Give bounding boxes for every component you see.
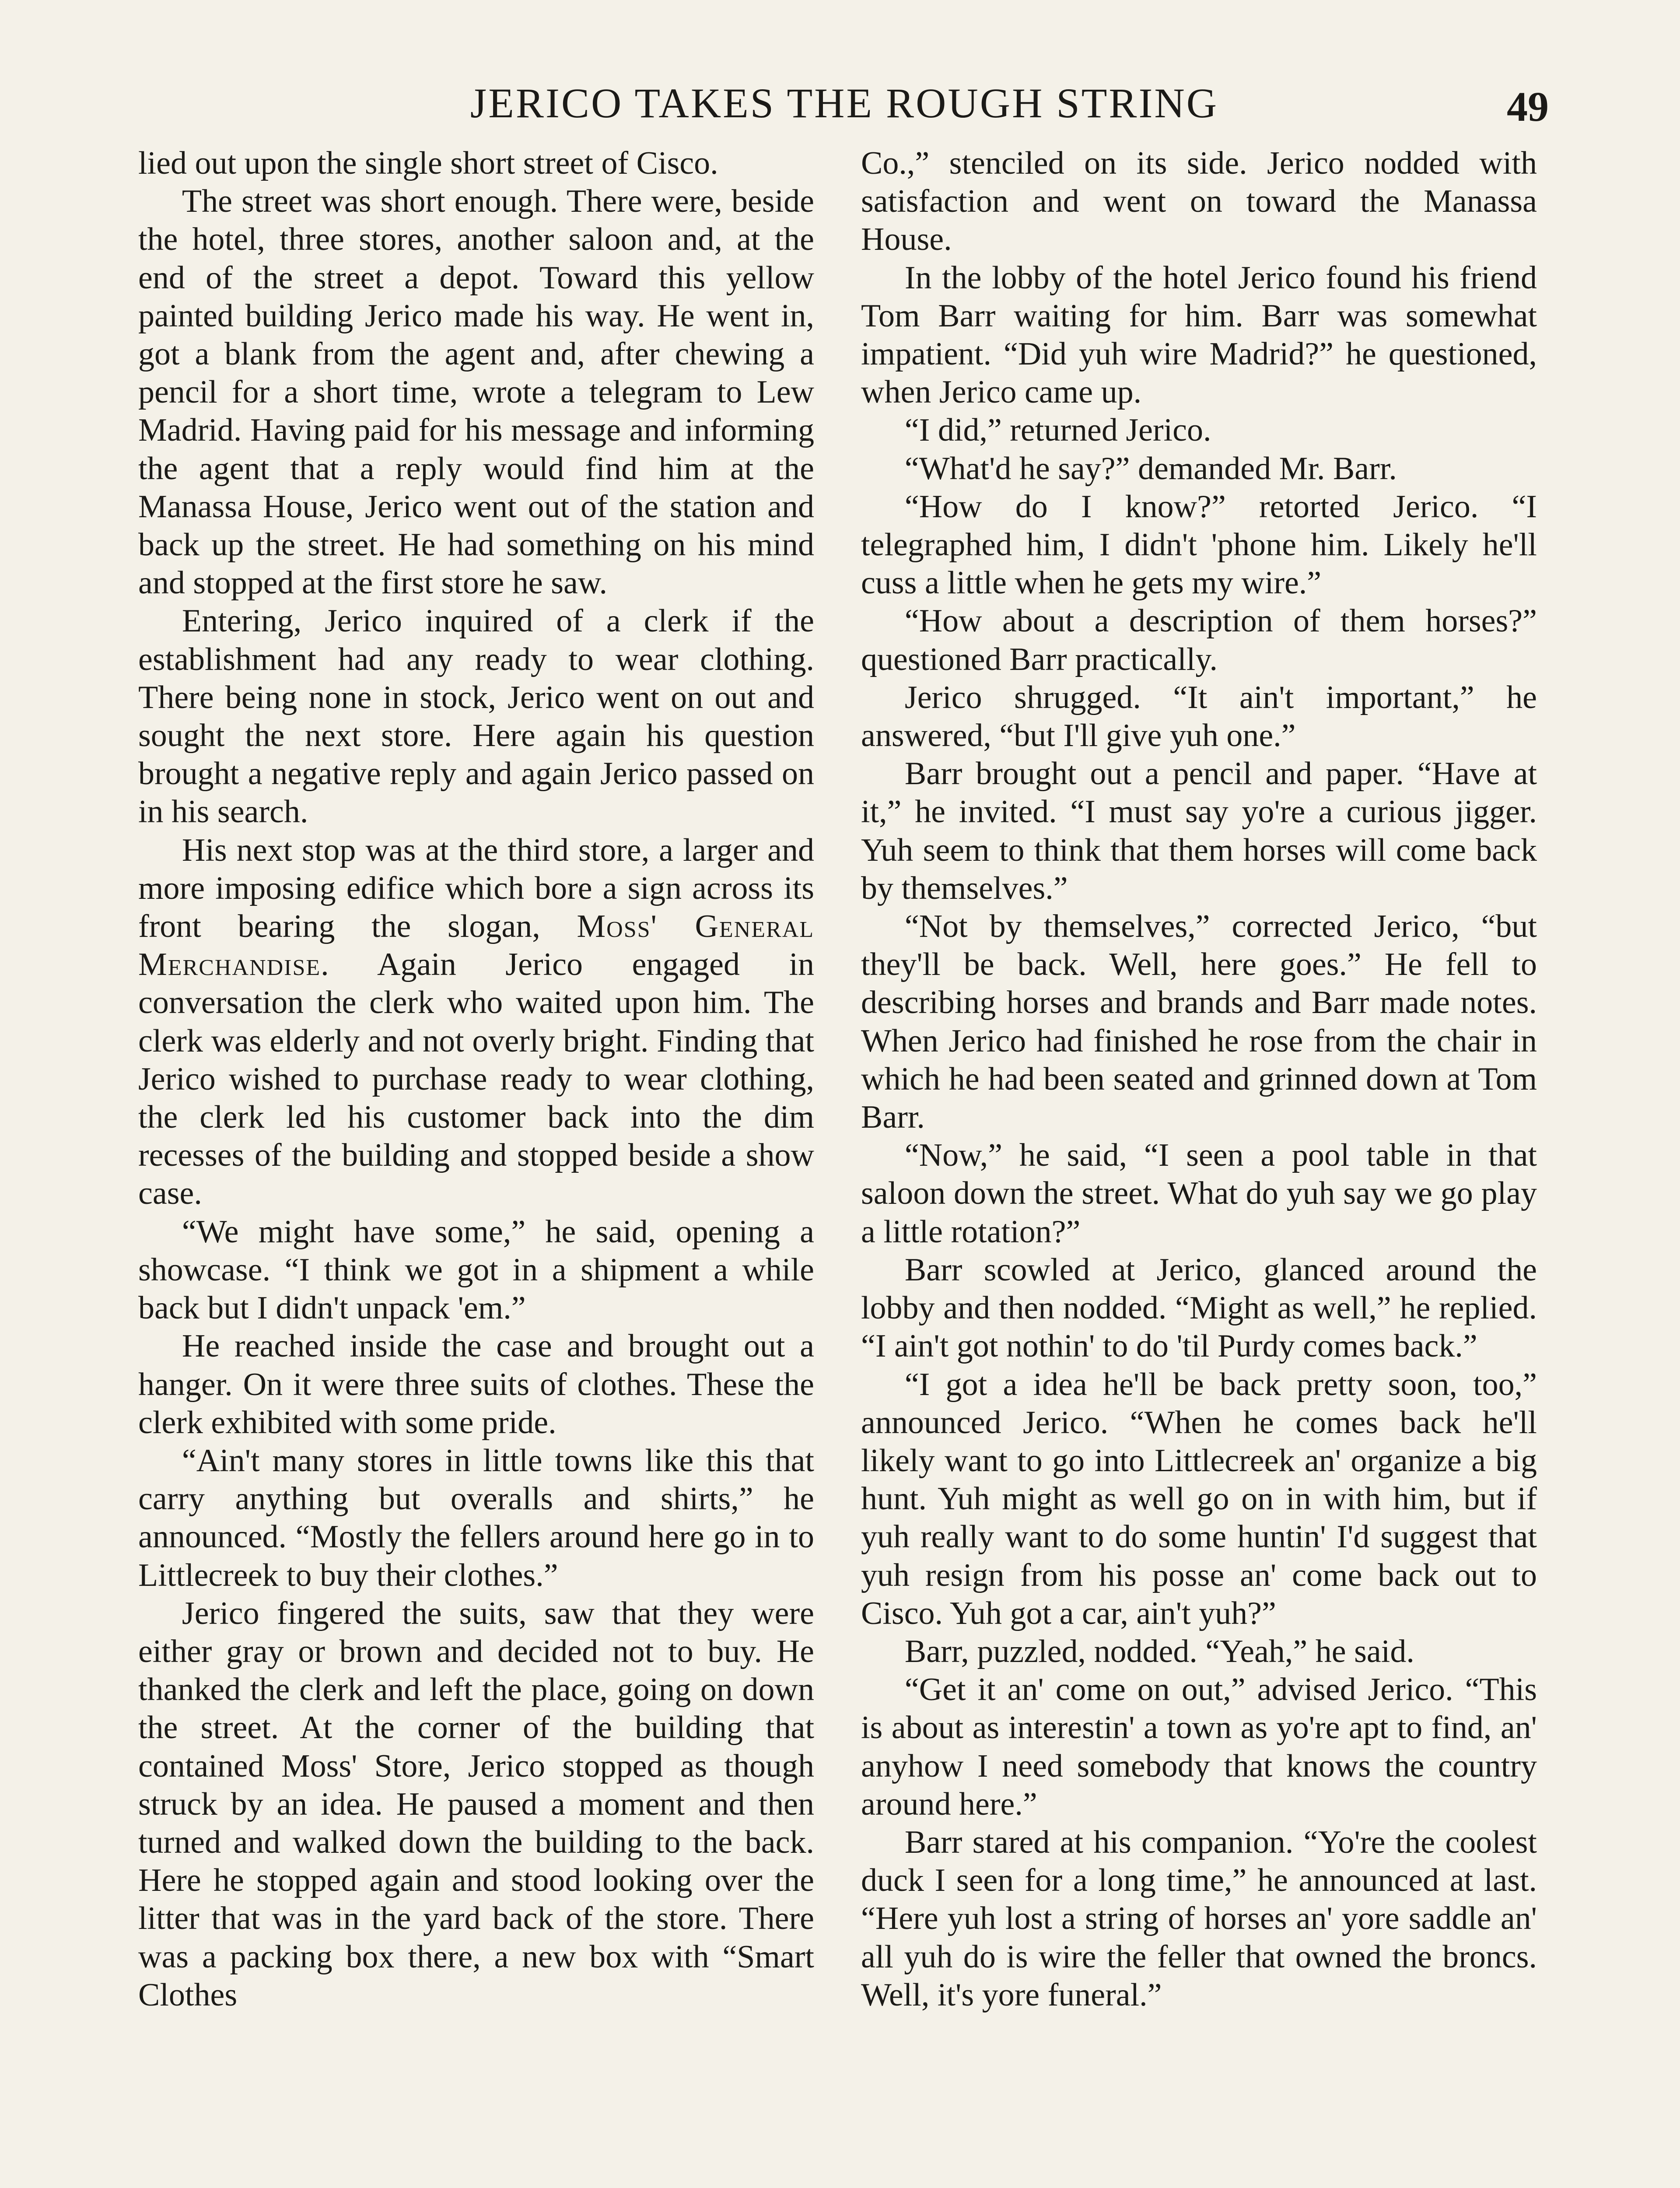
paragraph: “How about a description of them horses?” questioned Barr practically.	[861, 603, 1537, 677]
paragraph	[138, 831, 814, 1213]
paragraph: Barr brought out a pencil and paper. “Have at it,” he invited. “I must say yo're a curious jigger. Yuh seem to think that them horses will come back by themselves.”	[861, 756, 1537, 906]
paragraph: In the lobby of the hotel Jerico found his friend Tom Barr waiting for him. Barr was somewhat impatient. “Did yuh wire Madrid?” he questioned, when Jerico came up.	[861, 259, 1537, 410]
left-text-column	[138, 144, 814, 2014]
paragraph: Barr, puzzled, nodded. “Yeah,” he said.	[904, 1633, 1414, 1669]
paragraph: Barr stared at his companion. “Yo're the coolest duck I seen for a long time,” he announced at last. “Here yuh lost a string of horses an' yore saddle an' all yuh do is wire the feller that owned the broncs. Well, it's yore funeral.”	[861, 1824, 1537, 2013]
paragraph: Entering, Jerico inquired of a clerk if the establishment had any ready to wear clothing. There being none in stock, Jerico went on out and sought the next store. Here again his question brought a negative reply and again Jerico passed on in his search.	[138, 603, 814, 830]
paragraph: Jerico fingered the suits, saw that they were either gray or brown and decided not to buy. He thanked the clerk and left the place, going on down the street. At the corner of the building that contained Moss' Store, Jerico stopped as though struck by an idea. He paused a moment and then turned and walked down the building to the back. Here he stopped again and stood looking over the litter that was in the yard back of the store. There was a packing box there, a new box with “Smart Clothes	[138, 1595, 814, 2013]
page-number: 49	[1507, 83, 1549, 130]
paragraph: “Get it an' come on out,” advised Jerico. “This is about as interestin' a town as yo're apt to find, an' anyhow I need somebody that knows the country around here.”	[861, 1672, 1537, 1822]
paragraph: Barr scowled at Jerico, glanced around the lobby and then nodded. “Might as well,” he replied. “I ain't got nothin' to do 'til Purdy comes back.”	[861, 1252, 1537, 1364]
paragraph-text: Again Jerico engaged in conversation the clerk who waited upon him. The clerk was elderly and not overly bright. Finding that Jerico wished to purchase ready to wear clothing, the clerk led his customer back into the dim recesses of the building and stopped beside a show case.	[138, 947, 814, 1212]
paragraph: “I did,” returned Jerico.	[904, 412, 1211, 449]
paragraph-text: His next stop was at the third store, a larger and more imposing edifice which bore a sign across its front bearing the slogan,	[138, 832, 814, 945]
paragraph: “Not by themselves,” corrected Jerico, “but they'll be back. Well, here goes.” He fell to describing horses and brands and Barr made notes. When Jerico had finished he rose from the chair in which he had been seated and grinned down at Tom Barr.	[861, 908, 1537, 1136]
paragraph: “What'd he say?” demanded Mr. Barr.	[904, 450, 1397, 487]
paragraph: “Ain't many stores in little towns like this that carry anything but overalls and shirts,” he announced. “Mostly the fellers around here go in to Littlecreek to buy their clothes.”	[138, 1442, 814, 1593]
paragraph: Jerico shrugged. “It ain't important,” he answered, “but I'll give yuh one.”	[861, 679, 1537, 754]
running-head-title: JERICO TAKES THE ROUGH STRING	[470, 80, 1219, 126]
paragraph: “I got a idea he'll be back pretty soon, too,” announced Jerico. “When he comes back he'll likely want to go into Littlecreek an' organize a big hunt. Yuh might as well go on in with him, but if yuh really want to do some huntin' I'd suggest that yuh resign from his posse an' come back out to Cisco. Yuh got a car, ain't yuh?”	[861, 1366, 1537, 1631]
paragraph: He reached inside the case and brought out a hanger. On it were three suits of clothes. These the clerk exhibited with some pride.	[138, 1328, 814, 1441]
paragraph: Co.,” stenciled on its side. Jerico nodded with satisfaction and went on toward the Manassa House.	[861, 145, 1537, 258]
paragraph: lied out upon the single short street of Cisco.	[138, 145, 718, 181]
paragraph: “We might have some,” he said, opening a showcase. “I think we got in a shipment a while back but I didn't unpack 'em.”	[138, 1213, 814, 1326]
paragraph: “Now,” he said, “I seen a pool table in that saloon down the street. What do yuh say we go play a little rotation?”	[861, 1137, 1537, 1250]
store-sign-slogan: Moss' General Merchandise.	[138, 908, 815, 983]
right-text-column	[861, 144, 1537, 2014]
paragraph: “How do I know?” retorted Jerico. “I telegraphed him, I didn't 'phone him. Likely he'll cuss a little when he gets my wire.”	[861, 488, 1537, 601]
paragraph: The street was short enough. There were, beside the hotel, three stores, another saloon and, at the end of the street a depot. Toward this yellow painted building Jerico made his way. He went in, got a blank from the agent and, after chewing a pencil for a short time, wrote a telegram to Lew Madrid. Having paid for his message and informing the agent that a reply would find him at the Manassa House, Jerico went out of the station and back up the street. He had something on his mind and stopped at the first store he saw.	[138, 183, 814, 601]
